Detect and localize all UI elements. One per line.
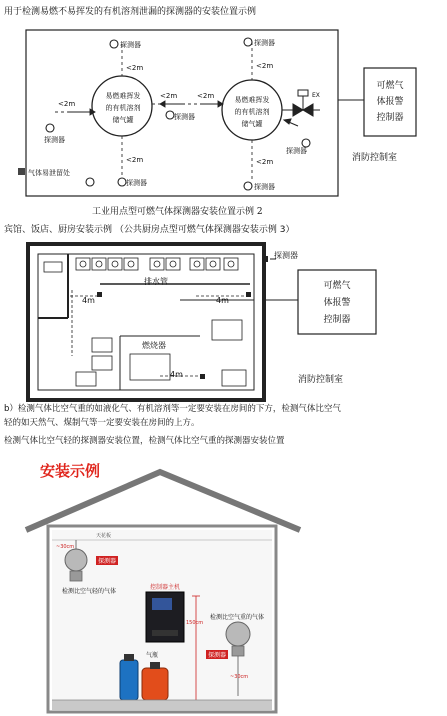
valve-label: EX [312, 92, 320, 99]
fig2-caption: 宾馆、饭店、厨房安装示例 （公共厨房点型可燃气体探测器安装示例 3） [4, 225, 295, 235]
fig1-subtitle: 工业用点型可燃气体探测器安装位置示例 2 [92, 207, 263, 217]
distance-label: 4m [216, 296, 229, 305]
bottle-label: 气瓶 [146, 652, 159, 659]
fig1-caption: 用于检测易燃不易挥发的有机溶剂泄漏的探测器的安装位置示例 [4, 7, 257, 17]
detector-label: 探测器 [44, 136, 65, 144]
detector-label: 探测器 [254, 39, 275, 47]
controller-host-label: 控制器主机 [150, 584, 181, 591]
fig1-controller-label: 可燃气 体报警 控制器 [376, 81, 404, 123]
bottom-distance-label: ~30cm [230, 674, 249, 680]
paragraph-c: 检测气体比空气轻的探测器安装位置，检测气体比空气重的探测器安装位置 [4, 436, 285, 446]
distance-label: 4m [82, 296, 95, 305]
tank-label-2: 易燃难挥发 的有机溶剂 储气罐 [234, 96, 270, 128]
distance-label: <2m [160, 92, 178, 100]
distance-label: <2m [126, 64, 144, 72]
distance-label: <2m [256, 62, 274, 70]
paragraph-b: b）检测气体比空气重的如液化气、有机溶剂等一定要安装在房间的下方，检测气体比空气 轻的如天然气、煤制气等一定要安装在房间的上方。 [4, 404, 341, 428]
distance-label: 4m [170, 370, 183, 379]
distance-label: <2m [126, 156, 144, 164]
ceiling-label: 天花板 [96, 533, 112, 539]
detector-label: 探测器 [126, 179, 147, 187]
fig2-detector-label: 探测器 [274, 251, 298, 260]
fig1-room-label: 消防控制室 [352, 153, 398, 163]
top-detector-label: 探测器 [98, 558, 117, 565]
pipe-label: 排水管 [144, 277, 168, 286]
detector-label: 探测器 [120, 41, 141, 49]
fig2-controller-label: 可燃气 体报警 控制器 [323, 281, 351, 325]
top-distance-label: ~30cm [56, 544, 75, 550]
burner-label: 燃烧器 [142, 341, 166, 350]
detector-label: 探测器 [254, 183, 275, 191]
heavy-gas-label: 检测比空气重的气体 [210, 614, 265, 621]
fig3-title: 安装示例 [40, 462, 101, 480]
distance-label: <2m [58, 100, 76, 108]
fig2-room-label: 消防控制室 [298, 375, 344, 385]
distance-label: <2m [256, 158, 274, 166]
gas-leak-label: 气体易泄留处 [28, 169, 70, 177]
right-detector-label: 探测器 [208, 652, 227, 659]
distance-label: <2m [197, 92, 215, 100]
detector-label: 探测器 [174, 113, 195, 121]
light-gas-label: 检测比空气轻的气体 [62, 588, 117, 595]
tank-label-1: 易燃难挥发 的有机溶剂 储气罐 [105, 92, 141, 124]
detector-label: 探测器 [286, 147, 307, 155]
height-label: 150cm [186, 620, 204, 626]
